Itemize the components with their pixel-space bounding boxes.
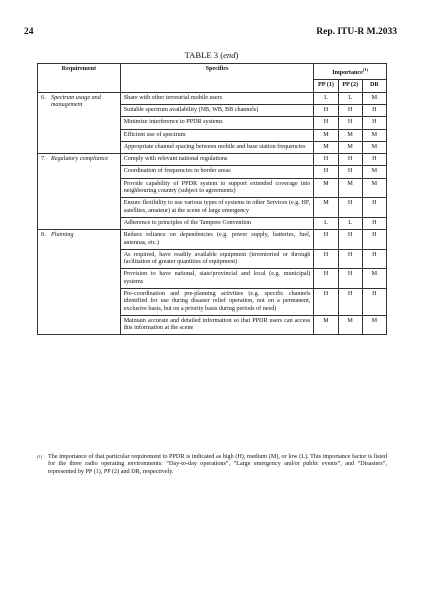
specific-cell: Provision to have national, state/provincial and local (e.g. municipal) systems	[120, 269, 314, 289]
footnote	[37, 454, 387, 476]
importance-pp1-cell: M	[314, 198, 338, 218]
header-requirement: Requirement	[38, 64, 121, 93]
importance-pp1-cell: H	[314, 104, 338, 116]
specific-cell: Pre-coordination and pre-planning activities (e.g. specific channels identified for use during disaster relief operation, not on a permanent, exclusive basis, but on a priority basis during periods of need)	[120, 288, 314, 315]
importance-pp2-cell: H	[338, 249, 362, 269]
importance-dr-cell: H	[362, 154, 386, 166]
importance-pp1-cell: H	[314, 117, 338, 129]
importance-dr-cell: M	[362, 178, 386, 198]
caption-italic: end	[223, 50, 236, 60]
importance-dr-cell: M	[362, 129, 386, 141]
importance-label: Importance	[332, 70, 363, 77]
requirement-title: Spectrum usage and management	[51, 94, 101, 108]
importance-dr-cell: M	[362, 315, 386, 335]
table-body	[38, 92, 387, 335]
importance-pp1-cell: L	[314, 92, 338, 104]
running-head: Rep. ITU-R M.2033	[316, 27, 397, 37]
requirement-number: 8.	[41, 232, 46, 239]
importance-pp1-cell: M	[314, 315, 338, 335]
requirement-number: 7.	[41, 156, 46, 163]
specific-cell: Comply with relevant national regulations	[120, 154, 314, 166]
table-row	[38, 230, 387, 250]
specific-cell: Suitable spectrum availability (NB, WB, BB channels)	[120, 104, 314, 116]
importance-dr-cell: H	[362, 117, 386, 129]
header-pp2: PP (2)	[338, 80, 362, 92]
importance-pp1-cell: M	[314, 178, 338, 198]
caption-prefix: TABLE 3 (	[184, 50, 224, 60]
specific-cell: Adherence to principles of the Tampere Convention	[120, 217, 314, 229]
importance-pp2-cell: H	[338, 117, 362, 129]
importance-dr-cell: M	[362, 269, 386, 289]
importance-dr-cell: M	[362, 166, 386, 178]
header-dr: DR	[362, 80, 386, 92]
footnote-mark: (1)	[37, 454, 43, 459]
importance-pp2-cell: H	[338, 104, 362, 116]
requirement-number: 6.	[41, 94, 46, 101]
importance-pp1-cell: M	[314, 141, 338, 153]
importance-pp2-cell: M	[338, 129, 362, 141]
specific-cell: Ensure flexibility to use various types of systems in other Services (e.g. HF, satellites, amateur) at the scene of large emergency	[120, 198, 314, 218]
specific-cell: Coordination of frequencies in border areas	[120, 166, 314, 178]
page-number: 24	[24, 27, 34, 37]
header-specifics: Specifics	[120, 64, 314, 93]
header-importance	[314, 64, 387, 80]
specific-cell: Minimize interference to PPDR systems	[120, 117, 314, 129]
importance-dr-cell: H	[362, 198, 386, 218]
importance-pp1-cell: H	[314, 230, 338, 250]
importance-pp2-cell: H	[338, 230, 362, 250]
requirement-title: Planning	[51, 232, 74, 239]
table-row	[38, 154, 387, 166]
importance-pp2-cell: M	[338, 178, 362, 198]
importance-pp2-cell: H	[338, 269, 362, 289]
importance-pp2-cell: H	[338, 288, 362, 315]
specific-cell: Provide capability of PPDR system to support extended coverage into neighbouring country (subject to agreements)	[120, 178, 314, 198]
importance-dr-cell: H	[362, 217, 386, 229]
requirement-cell	[38, 92, 121, 153]
importance-pp1-cell: L	[314, 217, 338, 229]
specific-cell: Appropriate channel spacing between mobile and base station frequencies	[120, 141, 314, 153]
requirement-title: Regulatory compliance	[51, 156, 109, 163]
importance-pp1-cell: H	[314, 166, 338, 178]
importance-dr-cell: H	[362, 230, 386, 250]
specific-cell: Share with other terrestrial mobile users	[120, 92, 314, 104]
importance-pp1-cell: H	[314, 288, 338, 315]
requirement-cell	[38, 230, 121, 335]
importance-pp2-cell: H	[338, 154, 362, 166]
specific-cell: Maintain accurate and detailed information so that PPDR users can access this information at the scene	[120, 315, 314, 335]
importance-pp1-cell: H	[314, 269, 338, 289]
importance-pp2-cell: H	[338, 166, 362, 178]
importance-dr-cell: M	[362, 141, 386, 153]
importance-dr-cell: H	[362, 104, 386, 116]
specific-cell: Efficient use of spectrum	[120, 129, 314, 141]
importance-dr-cell: M	[362, 92, 386, 104]
importance-pp2-cell: M	[338, 315, 362, 335]
specific-cell: Reduce reliance on dependencies (e.g. power supply, batteries, fuel, antennas, etc.)	[120, 230, 314, 250]
importance-pp2-cell: H	[338, 198, 362, 218]
table-caption	[0, 50, 423, 60]
requirements-table	[37, 63, 387, 335]
importance-pp2-cell: M	[338, 141, 362, 153]
specific-cell: As required, have readily available equipment (inventoried or through facilitation of greater quantities of equipment)	[120, 249, 314, 269]
header-pp1: PP (1)	[314, 80, 338, 92]
importance-pp2-cell: L	[338, 217, 362, 229]
importance-pp1-cell: H	[314, 249, 338, 269]
table-row	[38, 92, 387, 104]
importance-dr-cell: H	[362, 288, 386, 315]
importance-pp1-cell: H	[314, 154, 338, 166]
importance-footnote-ref: (1)	[362, 67, 369, 72]
requirement-cell	[38, 154, 121, 230]
caption-suffix: )	[235, 50, 239, 60]
importance-pp1-cell: M	[314, 129, 338, 141]
importance-pp2-cell: L	[338, 92, 362, 104]
footnote-text: The importance of that particular requirement to PPDR is indicated as high (H), medium (M), or low (L). This importance factor is listed for the three radio operating environments: “Day-to-day operations”, “Large emergency and/or public events”, and “Disasters”, represented by PP (1), PP (2) and DR, respectively.	[48, 454, 387, 475]
importance-dr-cell: H	[362, 249, 386, 269]
